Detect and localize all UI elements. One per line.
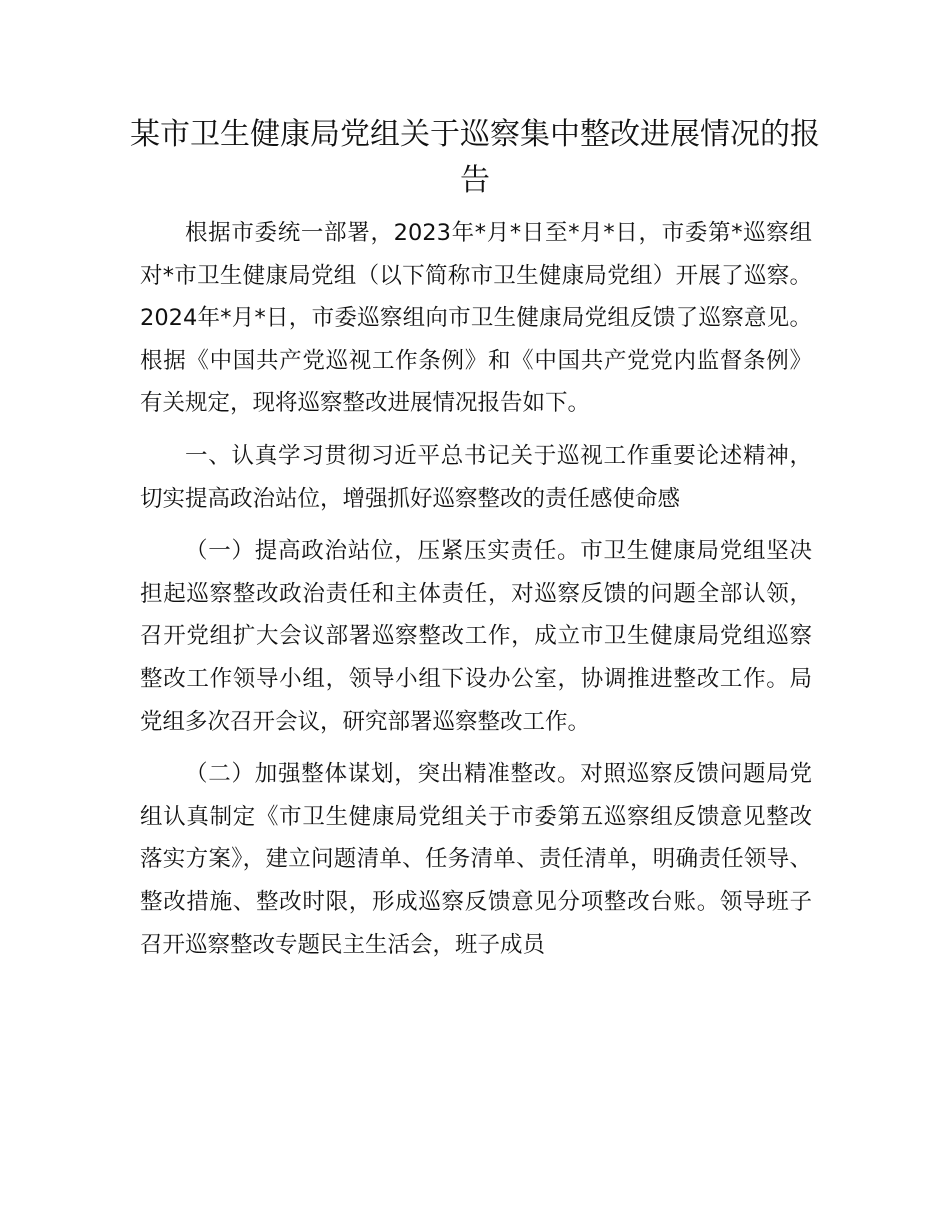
paragraph-intro: 根据市委统一部署，2023年*月*日至*月*日，市委第*巡察组对*市卫生健康局党组（以下简称市卫生健康局党组）开展了巡察。2024年*月*日，市委巡察组向市卫生健康局党组反馈了巡察意见。根据《中国共产党巡视工作条例》和《中国共产党党内监督条例》有关规定，现将巡察整改进展情况报告如下。 bbox=[140, 220, 812, 417]
document-title: 某市卫生健康局党组关于巡察集中整改进展情况的报告 bbox=[130, 117, 820, 198]
paragraph-subsection-2: （二）加强整体谋划，突出精准整改。对照巡察反馈问题局党组认真制定《市卫生健康局党组关于市委第五巡察组反馈意见整改落实方案》，建立问题清单、任务清单、责任清单，明确责任领导、整改措施、整改时限，形成巡察反馈意见分项整改台账。领导班子召开巡察整改专题民主生活会，班子成员 bbox=[140, 761, 812, 958]
section-heading-1: 一、认真学习贯彻习近平总书记关于巡视工作重要论述精神，切实提高政治站位，增强抓好巡察整改的责任感使命感 bbox=[140, 442, 812, 512]
document-body bbox=[140, 212, 812, 966]
paragraph-subsection-1: （一）提高政治站位，压紧压实责任。市卫生健康局党组坚决担起巡察整改政治责任和主体责任，对巡察反馈的问题全部认领，召开党组扩大会议部署巡察整改工作，成立市卫生健康局党组巡察整改工作领导小组，领导小组下设办公室，协调推进整改工作。局党组多次召开会议，研究部署巡察整改工作。 bbox=[140, 538, 812, 735]
